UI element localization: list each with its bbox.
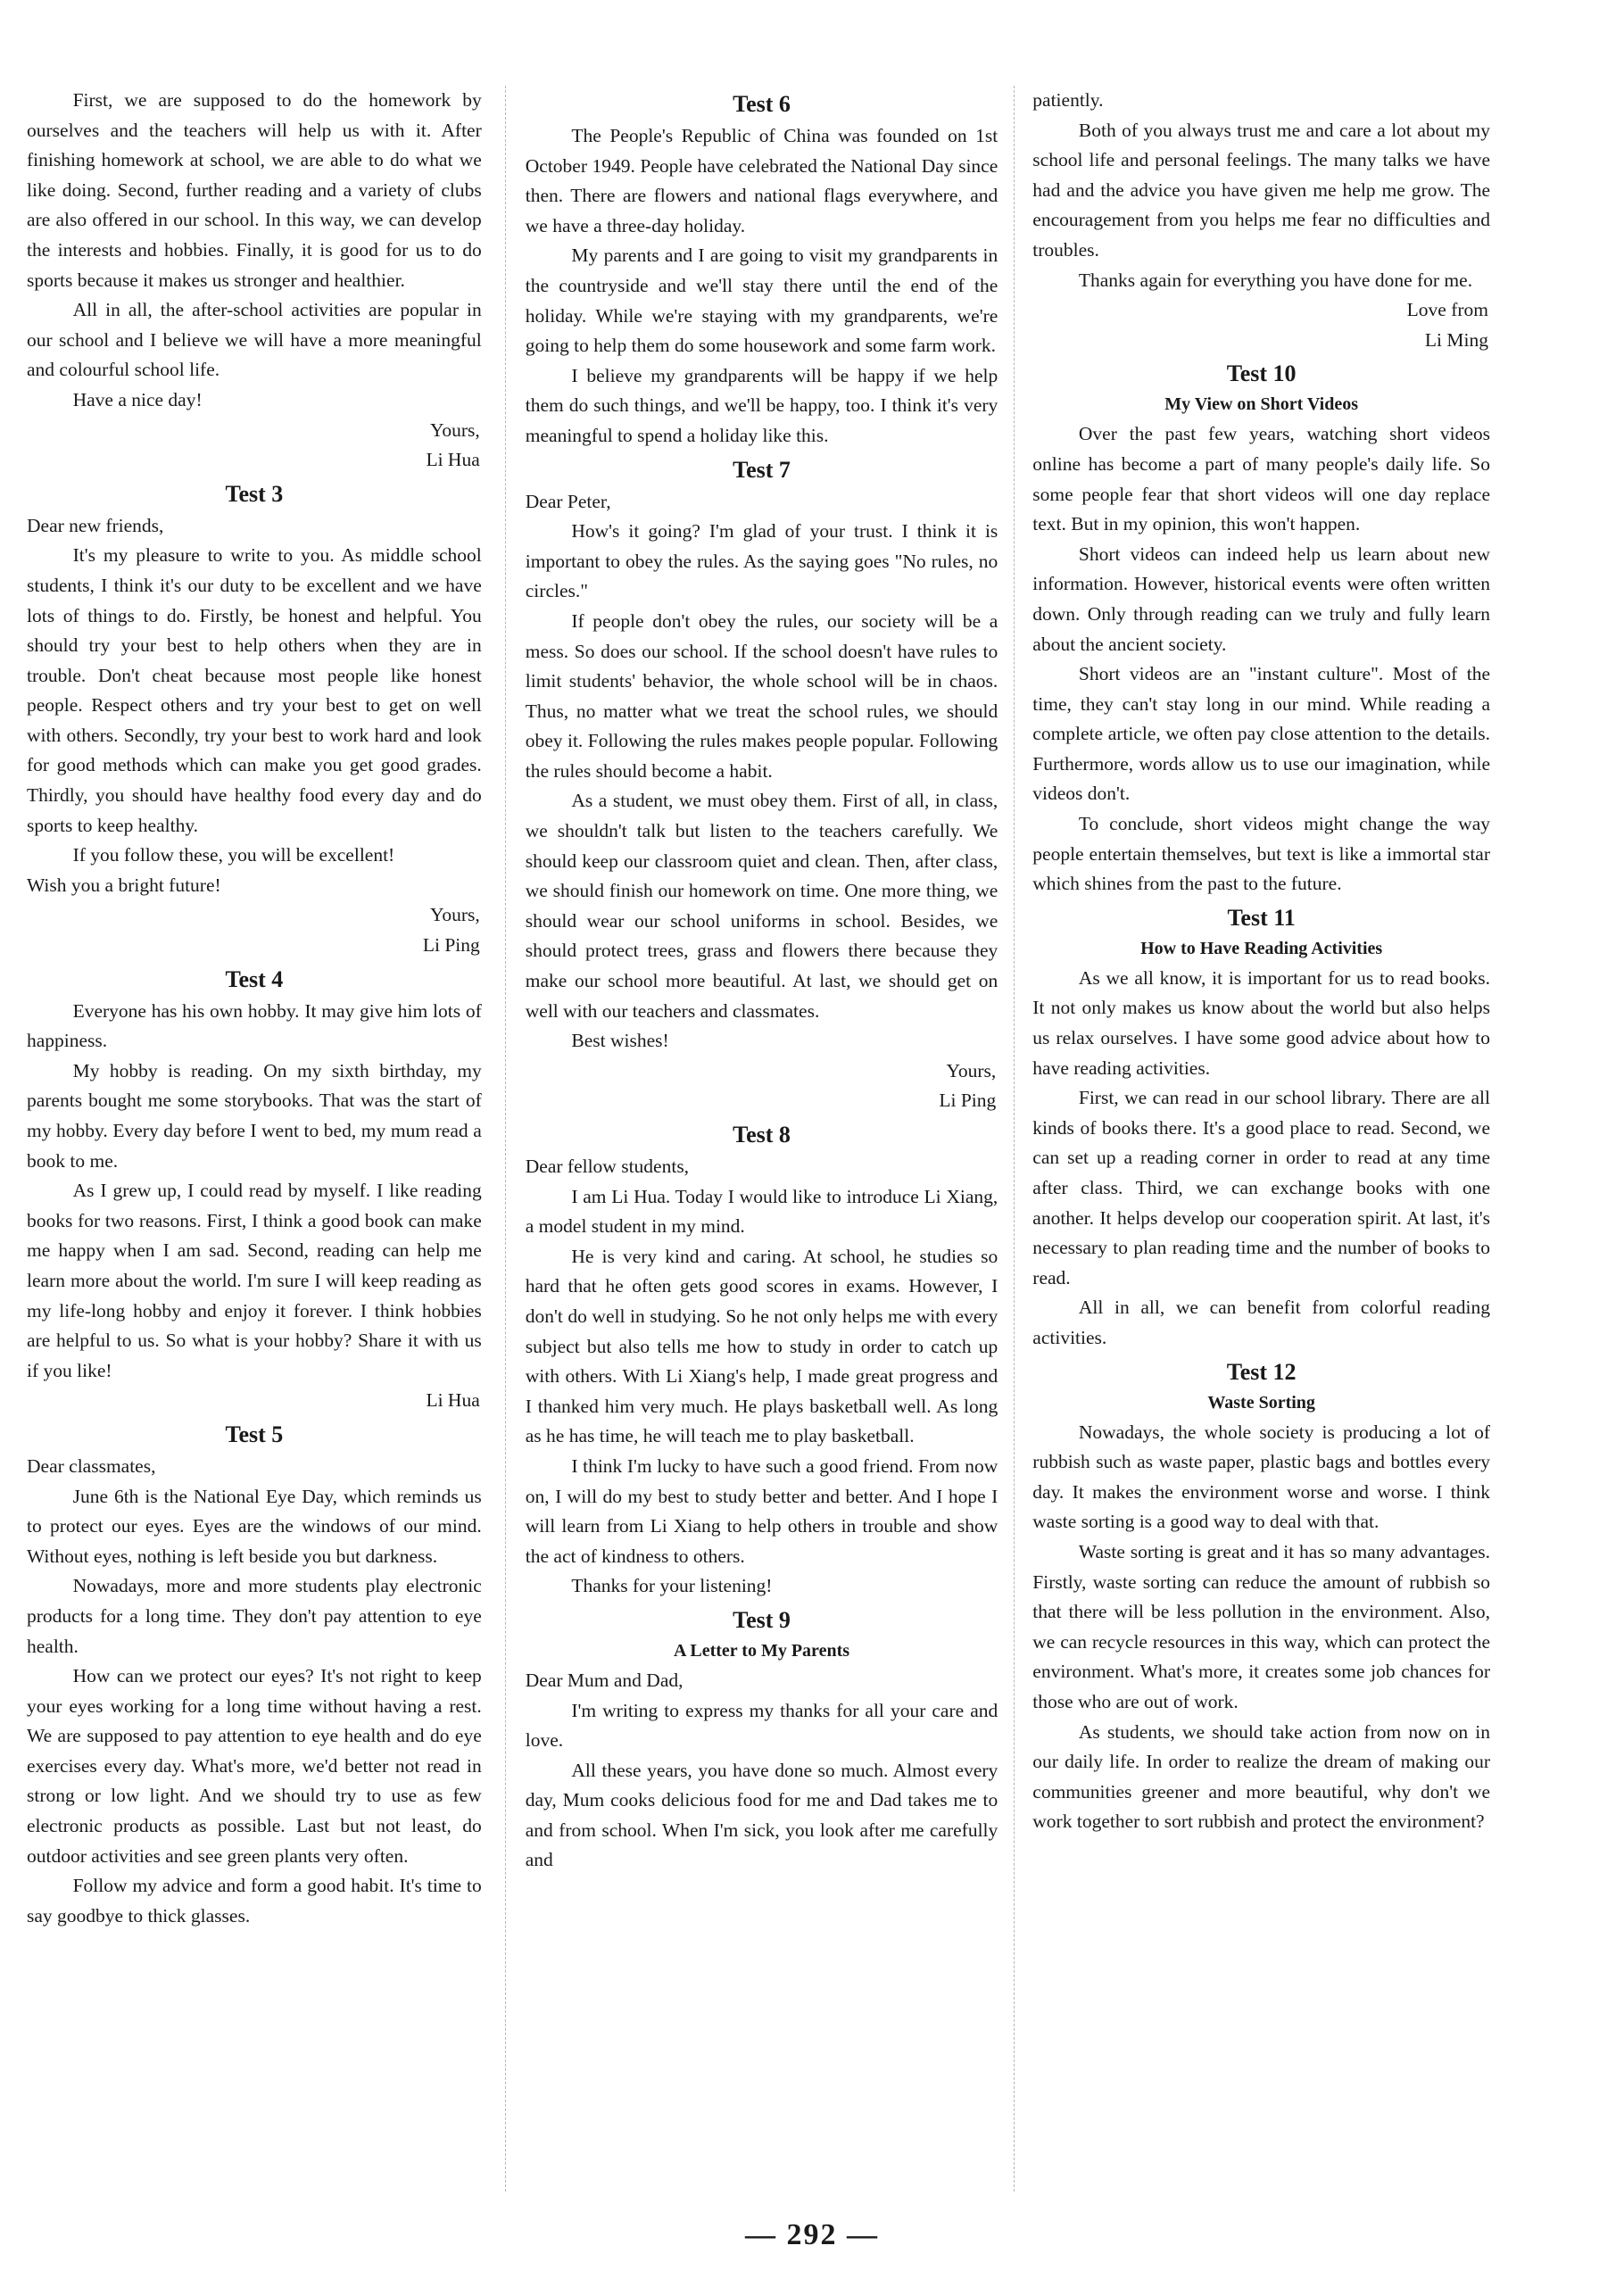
test-subtitle: A Letter to My Parents: [674, 1640, 850, 1661]
greeting: Dear Peter,: [525, 490, 611, 512]
paragraph: Nowadays, more and more students play electronic products for a long time. They don't pay attention to eye health.: [27, 1575, 482, 1657]
paragraph: First, we can read in our school library. There are all kinds of books there. It's a good place to read. Second, we can set up a reading corner in order to read at any time after class. Third, we can exchange books with one another. It helps develop our cooperation spirit. At last, it's necessary to plan reading time and the number of books to read.: [1032, 1087, 1490, 1289]
greeting: Dear new friends,: [27, 514, 164, 536]
paragraph: Best wishes!: [571, 1030, 669, 1052]
closing: Love from: [1406, 299, 1488, 321]
paragraph: I'm writing to express my thanks for all your care and love.: [525, 1699, 998, 1752]
paragraph: As I grew up, I could read by myself. I like reading books for two reasons. First, I think a good book can make me happy when I am sad. Second, reading can help me learn more about the world. I'm sure I will keep reading as my life-long hobby and enjoy it forever. I think hobbies are helpful to us. So what is your hobby? Share it with us if you like!: [27, 1180, 482, 1381]
paragraph: To conclude, short videos might change the way people entertain themselves, but text is like a immortal star which shines from the past to the future.: [1032, 813, 1490, 895]
test-title: Test 8: [733, 1122, 791, 1148]
test-4: [27, 965, 482, 1416]
paragraph: Have a nice day!: [72, 388, 203, 410]
paragraph: Over the past few years, watching short videos online has become a part of many people's daily life. So some people fear that short videos will one day replace text. But in my opinion, this won't happen.: [1032, 423, 1490, 535]
paragraph: Thanks again for everything you have done for me.: [1078, 269, 1473, 291]
paragraph: As students, we should take action from now on in our daily life. In order to realize the dream of making our communities greener and more beautiful, why don't we work together to sort rubbish and protect the environment?: [1032, 1720, 1490, 1833]
paragraph: Waste sorting is great and it has so many advantages. Firstly, waste sorting can reduce the amount of rubbish so that there will be less pollution in the environment. Also, we can recycle resources in this way, which can protect the environment. What's more, it creates some job chances for those who are out of work.: [1032, 1540, 1490, 1712]
signature: Li Ping: [422, 934, 480, 957]
paragraph: All in all, we can benefit from colorful reading activities.: [1032, 1297, 1490, 1348]
test-3: [27, 479, 482, 961]
closing: Yours,: [429, 904, 480, 926]
paragraph: Nowadays, the whole society is producing a lot of rubbish such as waste paper, plastic bags and bottles every day. It makes the environment worse and worse. I think waste sorting is a good way to deal with that.: [1032, 1421, 1490, 1533]
closing: Yours,: [946, 1059, 997, 1081]
paragraph: I think I'm lucky to have such a good friend. From now on, I will do my best to study better and better. And I hope I will learn from Li Xiang to help others in trouble and show the act of kindness to others.: [525, 1454, 998, 1567]
paragraph: I am Li Hua. Today I would like to introduce Li Xiang, a model student in my mind.: [525, 1185, 998, 1238]
paragraph: Wish you a bright future!: [27, 874, 221, 896]
page-number: — 292 —: [745, 2218, 879, 2251]
test-11: [1032, 903, 1490, 1354]
paragraph: I believe my grandparents will be happy if we help them do such things, and we'll be happy, too. I think it's very meaningful to spend a holiday like this.: [525, 364, 998, 446]
paragraph: Short videos can indeed help us learn about new information. However, historical events were often written down. Only through reading can we truly and fully learn about the ancient society.: [1032, 543, 1490, 655]
paragraph: He is very kind and caring. At school, he studies so hard that he often gets good scores in exams. However, I don't do well in studying. So he not only helps me with every subject but also tells me how to study in order to catch up with others. With Li Xiang's help, I made great progress and I thanked him very much. He plays basketball well. As long as he has time, he will teach me to play basketball.: [525, 1245, 998, 1447]
paragraph: Thanks for your listening!: [571, 1575, 773, 1597]
test-9: [526, 1605, 998, 1876]
paragraph: All these years, you have done so much. Almost every day, Mum cooks delicious food for me and Dad takes me to and from school. When I'm sick, you look after me carefully and: [525, 1759, 998, 1871]
paragraph: How can we protect our eyes? It's not right to keep your eyes working for a long time without having a rest. We are supposed to pay attention to eye health and do eye exercises every day. What's more, we'd better not read in strong or low light. And we should try to use as few electronic products as possible. Last but not least, do outdoor activities and see green plants very often.: [27, 1665, 482, 1867]
paragraph: The People's Republic of China was founded on 1st October 1949. People have celebrated the National Day since then. There are flowers and national flags everywhere, and we have a three-day holiday.: [525, 125, 998, 236]
test-title: Test 7: [733, 456, 791, 483]
test-6: [526, 89, 998, 452]
test-title: Test 9: [733, 1606, 791, 1633]
test-title: Test 3: [225, 480, 284, 507]
signature: Li Hua: [426, 1389, 480, 1412]
paragraph: As a student, we must obey them. First of all, in class, we shouldn't talk but listen to the teachers carefully. We should keep our classroom quiet and clean. Then, after class, we should finish our homework on time. One more thing, we should wear our school uniforms in school. Besides, we should protect trees, grass and flowers there because they make our school more beautiful. At last, we should get on well with our teachers and classmates.: [525, 790, 998, 1022]
page: [27, 86, 1490, 2192]
paragraph: As we all know, it is important for us to read books. It not only makes us know about the world but also helps us relax ourselves. I have some good advice about how to have reading activities.: [1032, 966, 1490, 1079]
test-8: [526, 1120, 998, 1602]
paragraph: It's my pleasure to write to you. As middle school students, I think it's our duty to be excellent and we have lots of things to do. Firstly, be honest and helpful. You should try your best to help others when they are in trouble. Don't cheat because most people like honest people. Respect others and try your best to get on well with others. Secondly, try your best to work hard and look for good methods which can make you get good grades. Thirdly, you should have healthy food every day and do sports to keep healthy.: [27, 544, 482, 836]
test-subtitle: Waste Sorting: [1207, 1392, 1315, 1413]
signature: Li Ming: [1424, 328, 1488, 351]
test-title: Test 5: [225, 1421, 284, 1447]
test-subtitle: How to Have Reading Activities: [1140, 938, 1383, 958]
paragraph: Both of you always trust me and care a lot about my school life and personal feelings. The many talks we have had and the advice you have given me help me grow. The encouragement from you helps me fear no difficulties and troubles.: [1032, 119, 1490, 261]
greeting: Dear classmates,: [27, 1454, 156, 1477]
test-title: Test 6: [733, 91, 791, 117]
greeting: Dear fellow students,: [525, 1156, 690, 1177]
test-5: [27, 1420, 482, 1932]
test-title: Test 4: [225, 965, 284, 992]
column-middle: [505, 86, 1013, 2192]
paragraph: My hobby is reading. On my sixth birthday, my parents bought me some storybooks. That was the start of my hobby. Every day before I went to bed, my mum read a book to me.: [27, 1059, 482, 1172]
test-10: [1032, 359, 1490, 899]
paragraph: If people don't obey the rules, our society will be a mess. So does our school. If the school doesn't have rules to limit students' behavior, the whole school will be in chaos. Thus, no matter what we treat the school rules, we should obey it. Following the rules makes people popular. Following the rules should become a habit.: [525, 609, 998, 782]
test-subtitle: My View on Short Videos: [1164, 394, 1358, 415]
test-title: Test 10: [1226, 360, 1297, 387]
test-2-continued: [27, 86, 482, 476]
test-title: Test 11: [1227, 904, 1296, 931]
paragraph: June 6th is the National Eye Day, which reminds us to protect our eyes. Eyes are the windows of our mind. Without eyes, nothing is left beside you but darkness.: [27, 1485, 482, 1567]
test-12: [1032, 1357, 1490, 1837]
column-right: [1014, 86, 1490, 2192]
paragraph: Short videos are an "instant culture". Most of the time, they can't stay long in our mind. While reading a complete article, we often pay close attention to the details. Furthermore, words allow us to use our imagination, while videos don't.: [1032, 663, 1490, 805]
closing: Yours,: [429, 418, 480, 441]
signature: Li Ping: [939, 1090, 997, 1112]
paragraph: Follow my advice and form a good habit. It's time to say goodbye to thick glasses.: [27, 1875, 482, 1927]
paragraph: If you follow these, you will be excellent!: [72, 844, 395, 866]
paragraph: Everyone has his own hobby. It may give him lots of happiness.: [27, 999, 482, 1052]
paragraph: How's it going? I'm glad of your trust. I think it is important to obey the rules. As the saying goes "No rules, no circles.": [525, 520, 998, 602]
test-9-continued: [1032, 86, 1490, 355]
paragraph: All in all, the after-school activities are popular in our school and I believe we will have a more meaningful and colourful school life.: [27, 299, 482, 381]
test-7: [526, 455, 998, 1116]
signature: Li Hua: [426, 449, 480, 471]
paragraph: First, we are supposed to do the homework by ourselves and the teachers will help us with it. After finishing homework at school, we are able to do what we like doing. Second, further reading and a variety of clubs are also offered in our school. In this way, we can develop the interests and hobbies. Finally, it is good for us to do sports because it makes us stronger and healthier.: [27, 89, 482, 291]
test-title: Test 12: [1226, 1358, 1297, 1385]
column-left: [27, 86, 494, 2192]
paragraph: patiently.: [1032, 89, 1104, 111]
paragraph: My parents and I are going to visit my grandparents in the countryside and we'll stay there until the end of the holiday. While we're staying with my grandparents, we're going to help them do some housework and some farm work.: [525, 244, 998, 357]
greeting: Dear Mum and Dad,: [525, 1669, 684, 1691]
